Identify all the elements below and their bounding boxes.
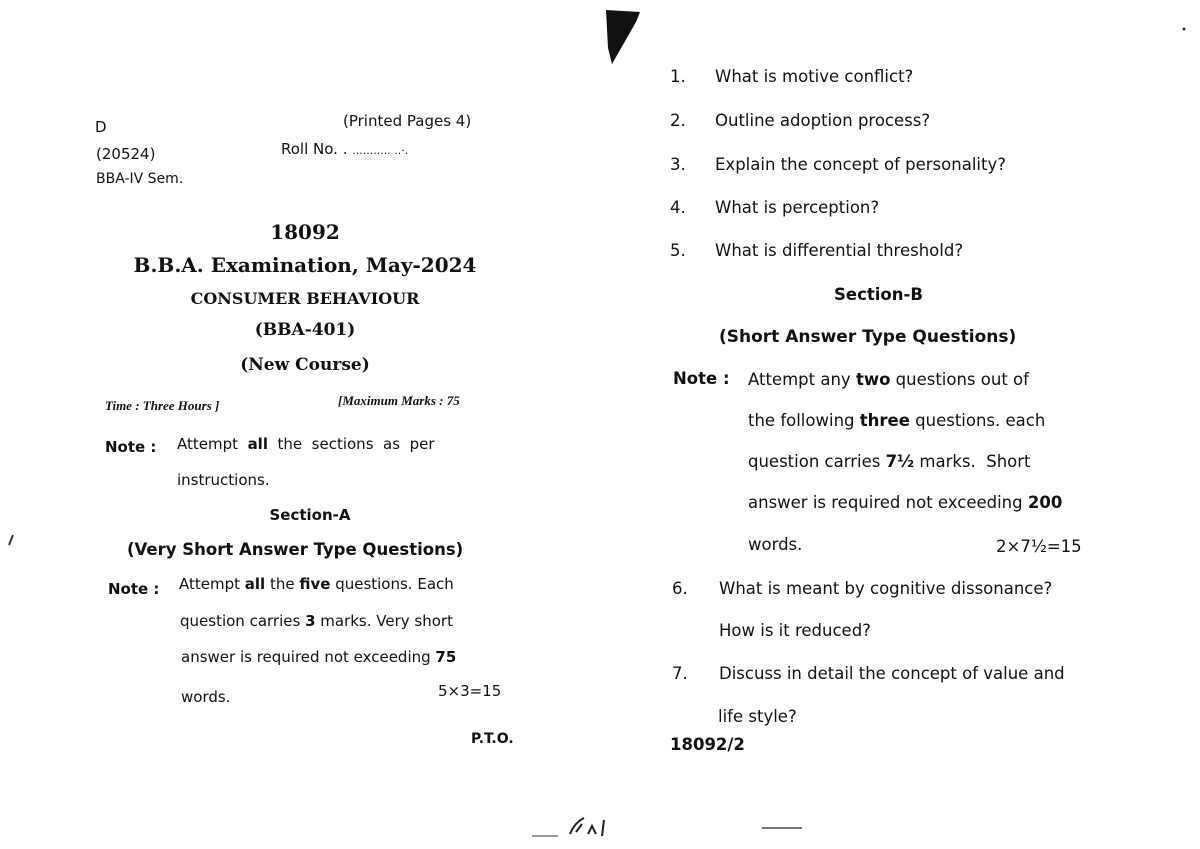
- question-text: Outline adoption process?: [715, 111, 931, 130]
- note-text: questions out of: [890, 370, 1029, 389]
- note-emphasis: all: [244, 575, 266, 593]
- question-1: [670, 67, 913, 86]
- section-b-title: Section-B: [834, 285, 923, 304]
- note-text: Attempt any: [748, 370, 856, 389]
- note-line-1: [177, 435, 511, 453]
- exam-time: Time : Three Hours ]: [105, 398, 220, 413]
- note-emphasis: 75: [435, 648, 457, 666]
- note-text: Attempt: [179, 575, 245, 593]
- subject-title: CONSUMER BEHAVIOUR: [190, 289, 420, 308]
- question-number: 5.: [670, 241, 686, 260]
- note-text: the sections as per: [277, 435, 435, 453]
- section-a-note-line-1: [179, 575, 454, 593]
- note-text: questions. Each: [330, 575, 454, 593]
- section-b-note-line-3: [748, 452, 1031, 471]
- section-b-note-line-1: [748, 370, 1029, 389]
- series-code: D: [95, 118, 107, 136]
- question-number: 7.: [672, 664, 688, 683]
- note-text: marks. Short: [914, 452, 1031, 471]
- note-emphasis: three: [859, 411, 910, 430]
- question-3: [670, 155, 1006, 174]
- section-b-note-line-4: [748, 493, 1062, 512]
- note-emphasis: 3: [305, 612, 316, 630]
- paper-number: 18092: [270, 220, 340, 244]
- note-text: answer is required not exceeding: [748, 493, 1028, 512]
- question-number: 2.: [670, 111, 686, 130]
- page-footer-number: 18092/2: [670, 735, 745, 754]
- section-b-note-line-5: words.: [748, 535, 803, 554]
- question-text: What is differential threshold?: [715, 241, 964, 260]
- roll-no-dots: ........... ..·.: [352, 144, 409, 157]
- section-a-note-label: Note :: [108, 580, 160, 598]
- note-emphasis: all: [247, 435, 268, 453]
- note-emphasis: 7½: [885, 452, 915, 471]
- section-a-note-line-3: [181, 648, 456, 666]
- scan-artifact-bottom: [530, 812, 830, 842]
- question-number: 1.: [670, 67, 686, 86]
- question-text: What is meant by cognitive dissonance?: [719, 579, 1053, 598]
- scan-artifact-top: [600, 8, 644, 68]
- section-a-note-line-2: [180, 612, 453, 630]
- roll-no-label: Roll No. .: [281, 140, 348, 158]
- note-text: answer is required not exceeding: [181, 648, 436, 666]
- note-text: the: [265, 575, 300, 593]
- semester: BBA-IV Sem.: [96, 171, 184, 187]
- note-text: questions. each: [909, 411, 1046, 430]
- section-a-subtitle: (Very Short Answer Type Questions): [127, 540, 464, 559]
- roll-no: [281, 140, 408, 158]
- note-text: question carries: [748, 452, 886, 471]
- scan-dot: [1180, 25, 1188, 33]
- max-marks: [Maximum Marks : 75: [338, 393, 460, 408]
- section-b-note-label: Note :: [673, 369, 730, 388]
- note-emphasis: two: [855, 370, 891, 389]
- note-emphasis: five: [299, 575, 331, 593]
- section-a-marks: 5×3=15: [438, 682, 502, 700]
- note-line-2: instructions.: [177, 471, 270, 489]
- question-5: [670, 241, 963, 260]
- question-number: 3.: [670, 155, 686, 174]
- scan-speck: [5, 533, 17, 547]
- question-number: 6.: [672, 579, 688, 598]
- section-b-marks: 2×7½=15: [996, 537, 1082, 556]
- note-text: the following: [748, 411, 860, 430]
- course-type: (New Course): [240, 355, 370, 375]
- note-emphasis: 200: [1027, 493, 1063, 512]
- question-text-continued: How is it reduced?: [719, 621, 871, 640]
- note-label: Note :: [105, 438, 157, 456]
- note-text: question carries: [180, 612, 306, 630]
- note-text: marks. Very short: [315, 612, 453, 630]
- note-text: Attempt: [177, 435, 239, 453]
- course-code: (BBA-401): [254, 320, 356, 340]
- question-2: [670, 111, 930, 130]
- question-text: Explain the concept of personality?: [715, 155, 1006, 174]
- question-text-continued: life style?: [718, 707, 797, 726]
- section-b-subtitle: (Short Answer Type Questions): [719, 327, 1017, 347]
- question-4: [670, 198, 879, 217]
- printed-pages: (Printed Pages 4): [343, 112, 472, 130]
- section-b-note-line-2: [748, 411, 1045, 430]
- paper-code: (20524): [96, 145, 156, 163]
- question-text: What is perception?: [715, 198, 880, 217]
- question-text: Discuss in detail the concept of value and: [719, 664, 1065, 683]
- section-a-title: Section-A: [269, 506, 351, 524]
- section-a-note-line-4: words.: [181, 688, 231, 706]
- question-text: What is motive conflict?: [715, 67, 914, 86]
- question-number: 4.: [670, 198, 686, 217]
- pto-label: P.T.O.: [471, 731, 514, 747]
- exam-title: B.B.A. Examination, May-2024: [133, 253, 477, 277]
